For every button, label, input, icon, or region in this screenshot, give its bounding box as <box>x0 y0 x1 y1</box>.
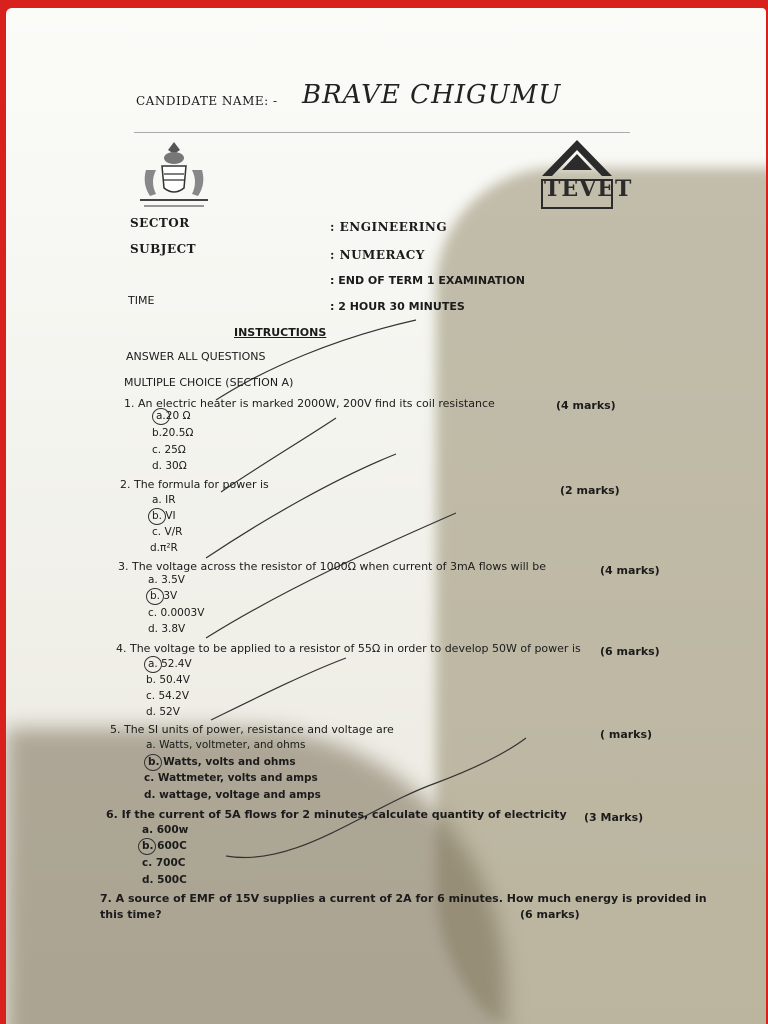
q4-option-b: b. 50.4V <box>146 674 190 686</box>
question-7: 7. A source of EMF of 15V supplies a current of 2A for 6 minutes. How much energy is provided in <box>100 892 707 905</box>
question-2: 2. The formula for power is <box>120 478 269 491</box>
question-6-marks: (3 Marks) <box>584 811 644 824</box>
q2-option-c: c. V/R <box>152 526 183 538</box>
q3-option-a: a. 3.5V <box>148 574 185 586</box>
sector-value: : ENGINEERING <box>330 220 448 234</box>
question-4-marks: (6 marks) <box>600 645 660 658</box>
q1-option-b: b.20.5Ω <box>152 427 194 439</box>
exam-title: : END OF TERM 1 EXAMINATION <box>330 274 525 287</box>
q1-option-c: c. 25Ω <box>152 444 186 456</box>
q4-option-c: c. 54.2V <box>146 690 190 702</box>
header-divider <box>134 132 630 133</box>
sector-label: SECTOR <box>130 216 190 230</box>
q2-option-d: d.π²R <box>150 542 178 554</box>
tevet-logo-text: TEVET <box>544 176 633 202</box>
candidate-name-handwritten: BRAVE CHIGUMU <box>302 80 562 110</box>
question-7-continued: this time? <box>100 908 162 921</box>
q1-option-a: a.20 Ω <box>156 410 191 422</box>
time-label: TIME <box>128 294 155 307</box>
q4-option-d: d. 52V <box>146 706 180 718</box>
time-value: : 2 HOUR 30 MINUTES <box>330 300 465 313</box>
candidate-name-label: CANDIDATE NAME: - <box>136 94 278 108</box>
q5-option-d: d. wattage, voltage and amps <box>144 789 321 801</box>
instructions-heading: INSTRUCTIONS <box>234 326 327 339</box>
q5-option-a: a. Watts, voltmeter, and ohms <box>146 739 306 751</box>
q4-option-a: a. 52.4V <box>148 658 192 670</box>
q6-option-c: c. 700C <box>142 857 186 869</box>
q1-option-d: d. 30Ω <box>152 460 187 472</box>
q2-option-b: b. VI <box>152 510 176 522</box>
question-3: 3. The voltage across the resistor of 1000Ω when current of 3mA flows will be <box>118 560 546 573</box>
q6-option-d: d. 500C <box>142 874 187 886</box>
q5-option-b: b. Watts, volts and ohms <box>148 756 296 768</box>
question-5-marks: ( marks) <box>600 728 653 741</box>
question-2-marks: (2 marks) <box>560 484 620 497</box>
coat-of-arms-icon <box>134 136 214 212</box>
instructions-line: ANSWER ALL QUESTIONS <box>126 350 266 363</box>
question-3-marks: (4 marks) <box>600 564 660 577</box>
question-5: 5. The SI units of power, resistance and voltage are <box>110 723 394 736</box>
q3-option-c: c. 0.0003V <box>148 607 205 619</box>
pen-strokes <box>6 8 766 1024</box>
q6-option-a: a. 600w <box>142 824 189 836</box>
subject-value: : NUMERACY <box>330 248 425 262</box>
q2-option-a: a. IR <box>152 494 176 506</box>
question-4: 4. The voltage to be applied to a resistor of 55Ω in order to develop 50W of power is <box>116 642 581 655</box>
question-1: 1. An electric heater is marked 2000W, 200V find its coil resistance <box>124 397 495 410</box>
question-6: 6. If the current of 5A flows for 2 minutes, calculate quantity of electricity <box>106 808 567 821</box>
exam-paper <box>6 8 766 1024</box>
q3-option-b: b. 3V <box>150 590 178 602</box>
section-a-heading: MULTIPLE CHOICE (SECTION A) <box>124 376 294 389</box>
subject-label: SUBJECT <box>130 242 197 256</box>
q5-option-c: c. Wattmeter, volts and amps <box>144 772 318 784</box>
q6-option-b: b. 600C <box>142 840 187 852</box>
q3-option-d: d. 3.8V <box>148 623 186 635</box>
question-1-marks: (4 marks) <box>556 399 616 412</box>
question-7-marks: (6 marks) <box>520 908 580 921</box>
